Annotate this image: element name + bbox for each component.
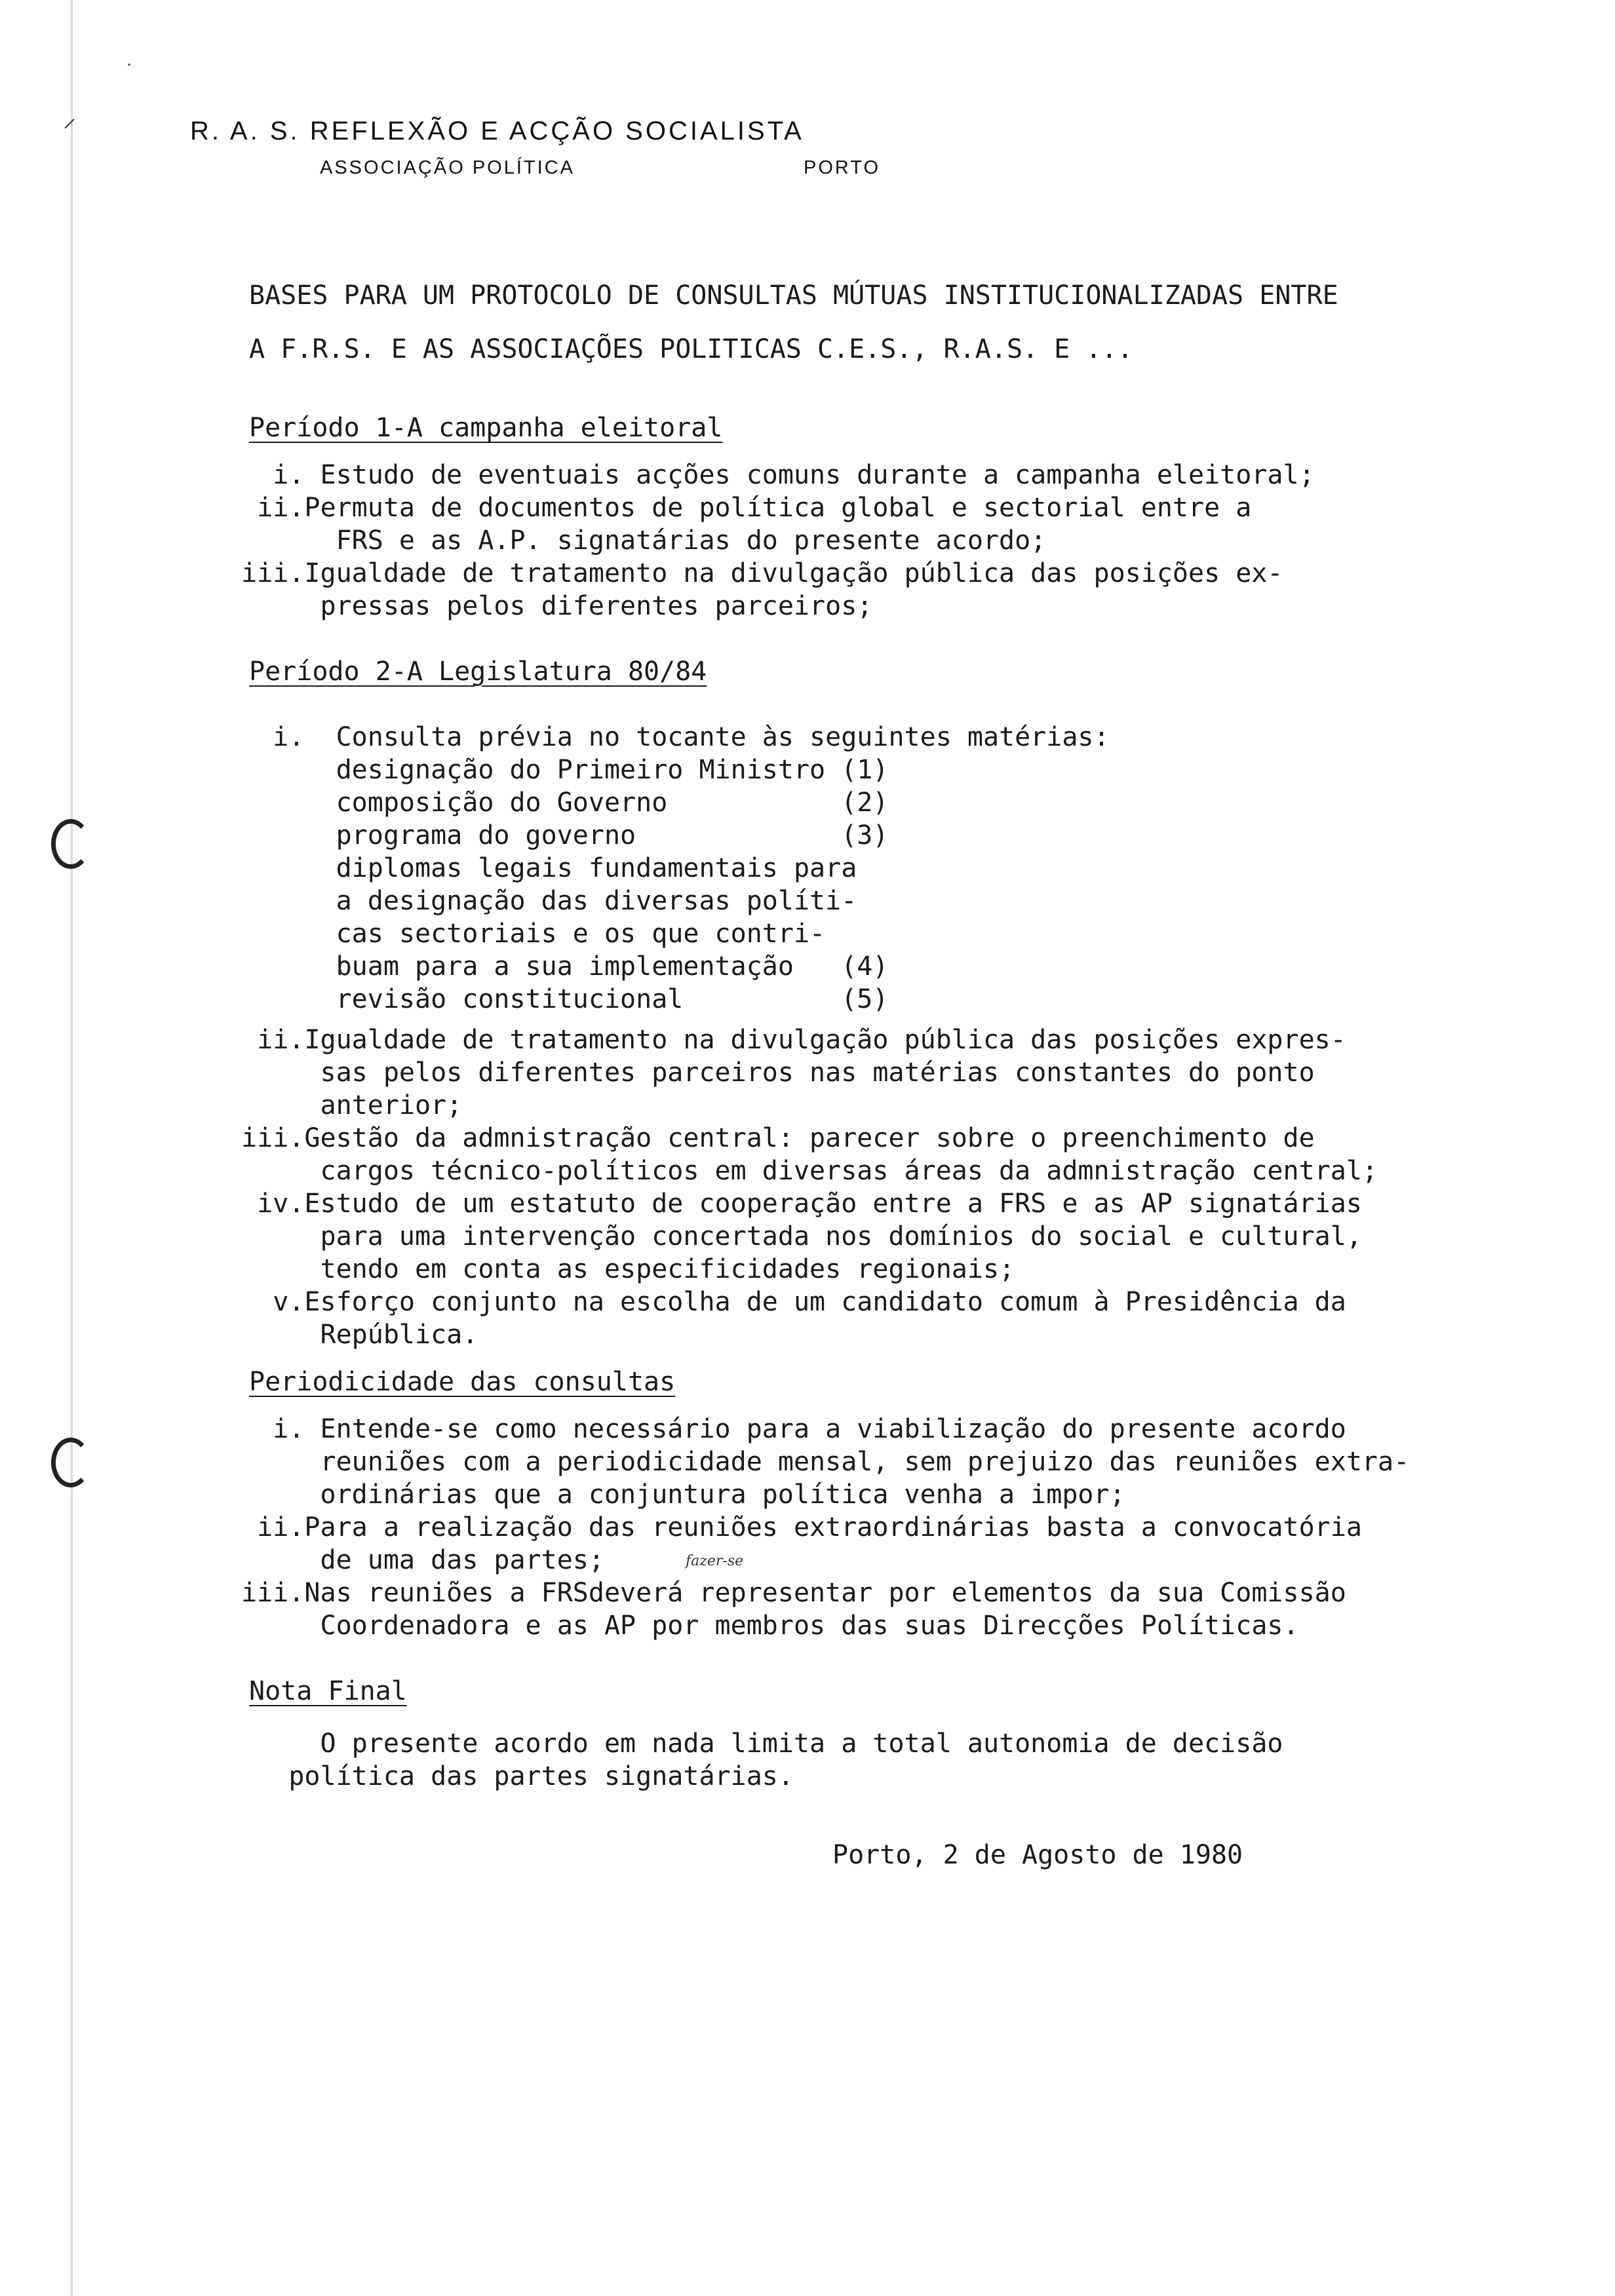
section4-line: política das partes signatárias. [225,1761,794,1791]
section2-line: v.Esforço conjunto na escolha de um candidato comum à Presidência da [225,1287,1346,1317]
section2-line: cargos técnico-políticos em diversas áreas da admnistração central; [225,1156,1378,1186]
letterhead-type-line: ASSOCIAÇÃO POLÍTICA [320,157,575,178]
section3-line: reuniões com a periodicidade mensal, sem prejuizo das reuniões extra- [225,1447,1410,1477]
section1-line: ii.Permuta de documentos de política global e sectorial entre a [225,493,1252,523]
section2-line: composição do Governo (2) [225,788,889,818]
section2-heading: Período 2-A Legislatura 80/84 [249,657,707,687]
section2-line: ii.Igualdade de tratamento na divulgação pública das posições expres- [225,1025,1346,1055]
section2-line: anterior; [225,1090,463,1120]
section2-line: designação do Primeiro Ministro (1) [225,755,889,785]
document-title-line1: BASES PARA UM PROTOCOLO DE CONSULTAS MÚTUAS INSTITUCIONALIZADAS ENTRE [249,280,1338,311]
section2-line: i. Consulta prévia no tocante às seguintes matérias: [225,722,1110,752]
section3-line: ii.Para a realização das reuniões extraordinárias basta a convocatória [225,1512,1362,1542]
section3-line: de uma das partes; [225,1545,604,1575]
section1-line: i. Estudo de eventuais acções comuns durante a campanha eleitoral; [225,460,1315,490]
section2-line: cas sectoriais e os que contri- [225,919,826,949]
punch-hole-upper [51,819,90,869]
section2-line: revisão constitucional (5) [225,984,889,1014]
section3-heading: Periodicidade das consultas [249,1367,676,1397]
section2-line: buam para a sua implementação (4) [225,951,889,982]
scan-margin-line [71,0,73,2296]
section2-line: programa do governo (3) [225,820,889,851]
section2-line: a designação das diversas políti- [225,886,857,916]
document-title-line2: A F.R.S. E AS ASSOCIAÇÕES POLITICAS C.E.S., R.A.S. E ... [249,334,1133,364]
section3-line: iii.Nas reuniões a FRSdeverá representar por elementos da sua Comissão [225,1578,1346,1608]
letterhead-city: PORTO [804,157,881,178]
section2-line: iii.Gestão da admnistração central: parecer sobre o preenchimento de [225,1123,1315,1153]
scan-mark-top: ⸝ [63,103,76,133]
section4-line: O presente acordo em nada limita a total autonomia de decisão [225,1729,1283,1759]
scan-speck: ˙ [125,60,134,82]
section3-line: i. Entende-se como necessário para a viabilização do presente acordo [225,1414,1346,1444]
section1-heading: Período 1-A campanha eleitoral [249,413,723,443]
section1-line: FRS e as A.P. signatárias do presente acordo; [225,526,1047,556]
section3-line: Coordenadora e as AP por membros das suas Direcções Políticas. [225,1611,1299,1641]
section2-line: para uma intervenção concertada nos domínios do social e cultural, [225,1221,1362,1252]
handwritten-insertion: fazer-se [686,1553,744,1569]
section3-line: ordinárias que a conjuntura política venha a impor; [225,1480,1125,1510]
section4-heading: Nota Final [249,1676,407,1706]
section1-line: iii.Igualdade de tratamento na divulgação pública das posições ex- [225,558,1283,588]
section2-line: iv.Estudo de um estatuto de cooperação entre a FRS e as AP signatárias [225,1189,1362,1219]
place-and-date: Porto, 2 de Agosto de 1980 [832,1840,1243,1870]
section2-line: tendo em conta as especificidades regionais; [225,1254,1015,1284]
section2-line: sas pelos diferentes parceiros nas matérias constantes do ponto [225,1058,1315,1088]
section1-line: pressas pelos diferentes parceiros; [225,591,873,621]
letterhead-org-line: R. A. S. REFLEXÃO E ACÇÃO SOCIALISTA [190,117,804,145]
punch-hole-lower [51,1438,90,1487]
section2-line: diplomas legais fundamentais para [225,853,857,883]
section2-line: República. [225,1320,478,1350]
